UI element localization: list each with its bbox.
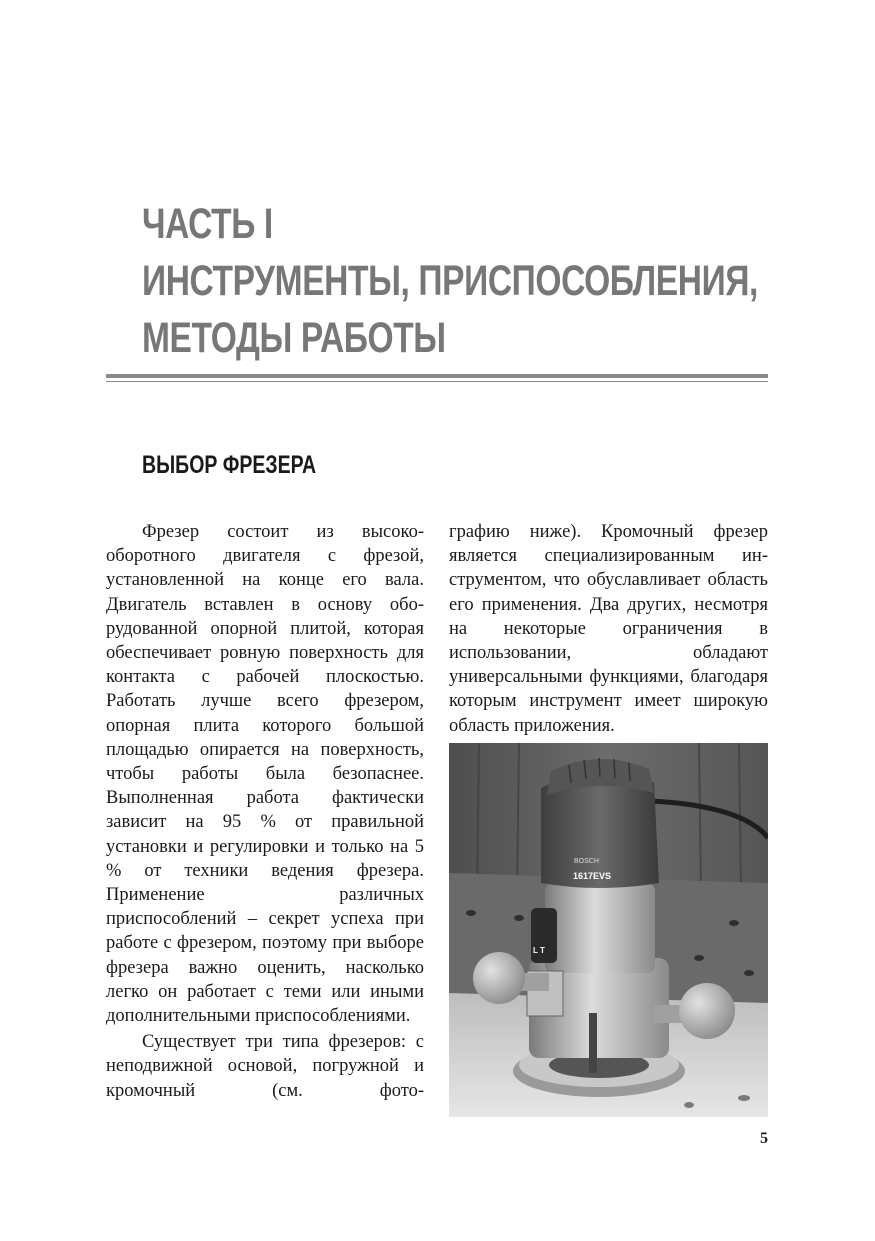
model-label: 1617EVS — [573, 871, 612, 881]
section-title: ВЫБОР ФРЕЗЕРА — [142, 451, 317, 479]
page-number: 5 — [760, 1130, 768, 1147]
title-divider-thick — [106, 374, 768, 378]
text-column-right — [449, 520, 768, 738]
body-paragraph-1: Фрезер состоит из высокооборотного двигателя с фрезой, установленной на конце его вала. Двигатель вставлен в основу оборудованной опорной плитой, которая обеспечивает ровную поверхность для контакта с рабочей плоскостью. Работать лучше всего фрезером, опорная плита которого большой площадью опирается на поверхность, чтобы работы была безопаснее. Выполненная работа фактически зависит на 95 % от правильной установки и регулировки и только на 5 % от техники ведения фрезера. Применение различных приспособлений – секрет успеха при работе с фрезером, поэтому при выборе фрезера важно оценить, насколько легко он работает с теми или иными дополнительными приспособлениями. — [106, 522, 424, 1027]
part-title-line-1: ИНСТРУМЕНТЫ, ПРИСПОСОБЛЕНИЯ, — [142, 257, 758, 305]
router-photo — [449, 743, 768, 1117]
part-title — [142, 196, 758, 367]
body-paragraph-2: Существует три типа фрезеров: с неподвижной основой, погружной и кромочный (см. фото- — [106, 1032, 424, 1101]
router-bit — [589, 1013, 597, 1073]
right-handle-knob — [679, 983, 735, 1039]
part-number: ЧАСТЬ I — [142, 200, 273, 248]
title-divider-thin — [106, 381, 768, 382]
brand-label: BOSCH — [574, 858, 599, 865]
part-title-line-2: МЕТОДЫ РАБОТЫ — [142, 314, 446, 362]
left-handle-knob — [473, 952, 525, 1004]
text-column-left — [106, 520, 424, 1103]
body-paragraph-3: графию ниже). Кромочный фрезер является специализированным инструментом, что обуславливает область его применения. Два других, несмотря на некоторые ограничения в использовании, обладают универсальными функциями, благодаря которым инструмент имеет широкую область приложения. — [449, 522, 768, 736]
knob-letters: L T — [533, 946, 545, 955]
